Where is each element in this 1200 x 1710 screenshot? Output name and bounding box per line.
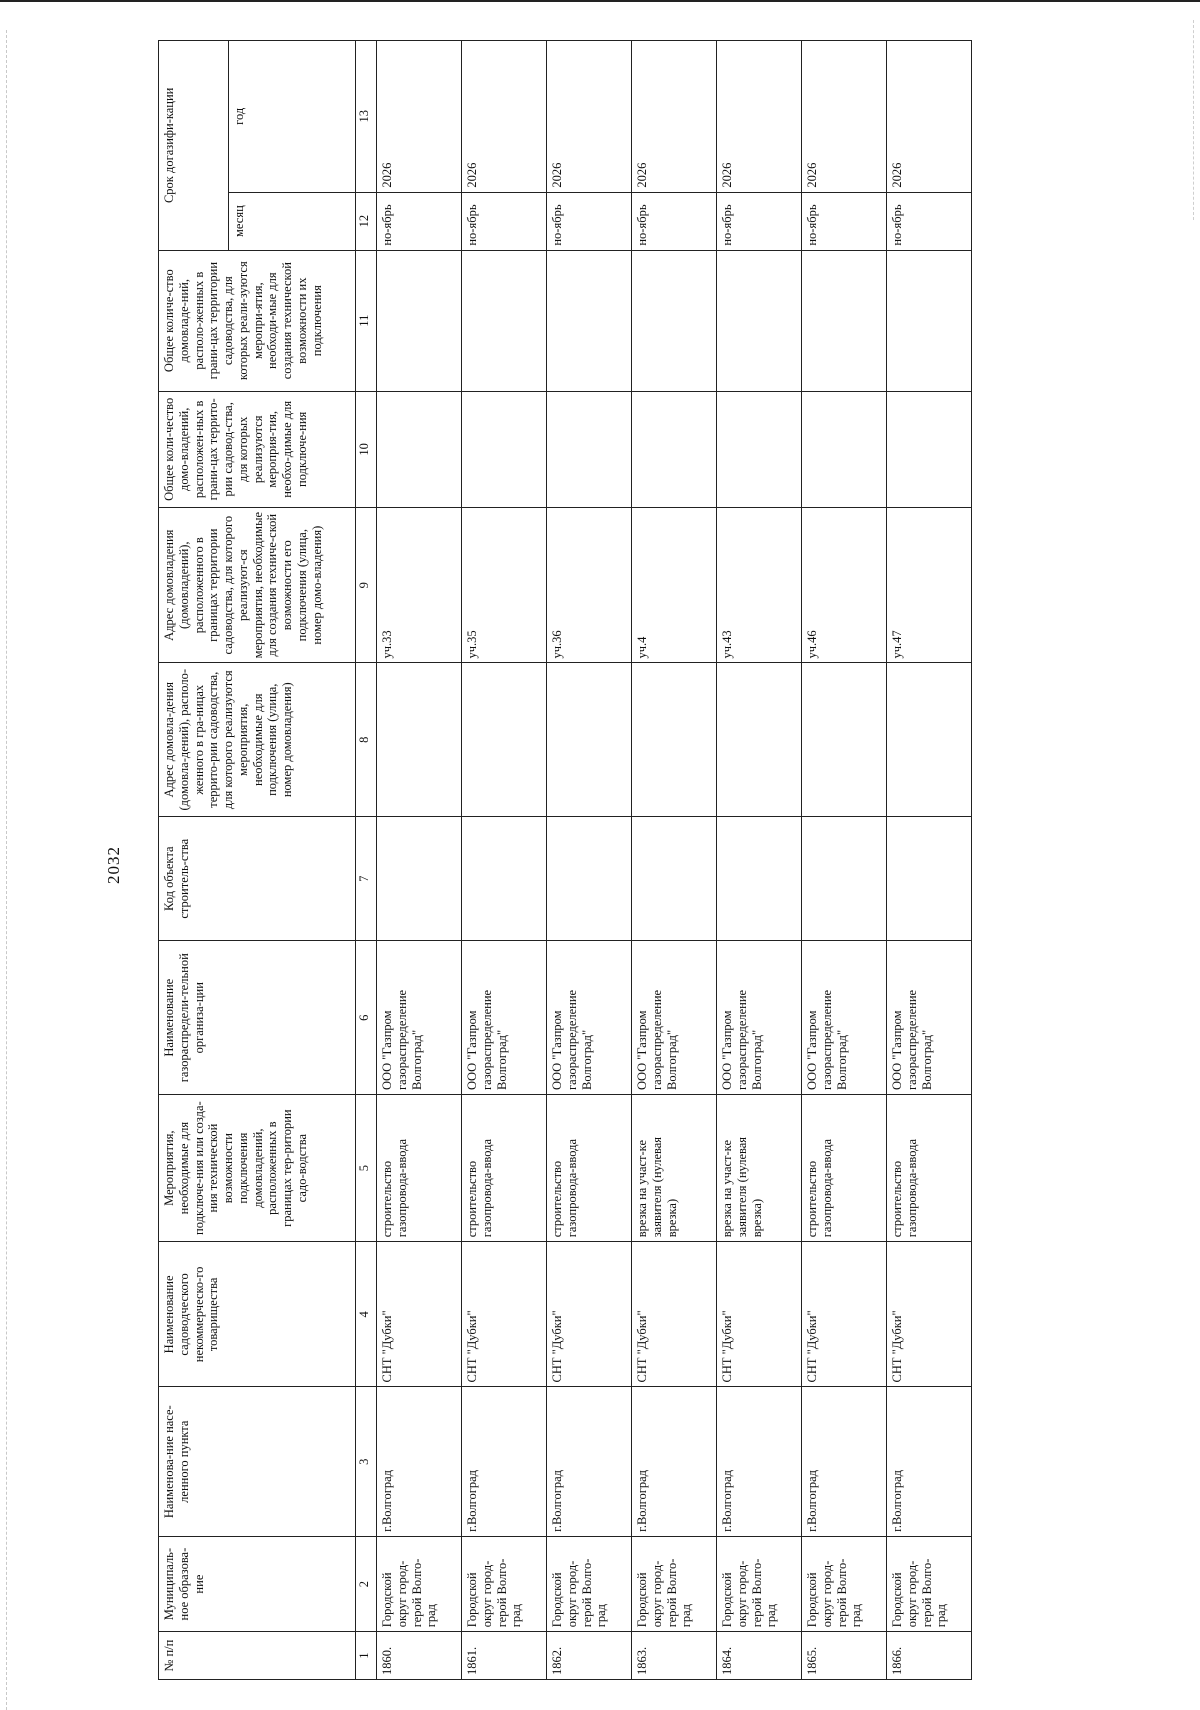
year-cell: 2026 <box>632 41 717 193</box>
code-cell <box>717 817 802 941</box>
header-num: № п/п <box>159 1632 356 1680</box>
measure-cell: врезка на участ-ке заявителя (нулевая врезка) <box>717 1094 802 1241</box>
settlement-cell: г.Волгоград <box>717 1387 802 1536</box>
gro-cell: ООО "Газпром газораспределение Волгоград" <box>802 941 887 1095</box>
header-address-capability: Адрес домовладения (домовладений), расположенного в границах территории садоводства, для которого реализуют-ся мероприятия, необходимые для создания техниче-ской возможности его подключения (улица, номер домо-владения) <box>159 507 356 663</box>
header-snt: Наименование садоводческого некоммерческо-го товарищества <box>159 1242 356 1387</box>
month-cell: но-ябрь <box>887 192 972 250</box>
count-connection-cell <box>802 391 887 507</box>
code-cell <box>632 817 717 941</box>
count-capability-cell <box>547 250 632 391</box>
header-row <box>159 41 229 1680</box>
header-settlement: Наименова-ние насе-ленного пункта <box>159 1387 356 1536</box>
gro-cell: ООО "Газпром газораспределение Волгоград" <box>887 941 972 1095</box>
month-cell: но-ябрь <box>462 192 547 250</box>
settlement-cell: г.Волгоград <box>802 1387 887 1536</box>
count-capability-cell <box>632 250 717 391</box>
code-cell <box>547 817 632 941</box>
measure-cell: строительство газопровода-ввода <box>547 1094 632 1241</box>
gasification-table <box>158 40 972 1680</box>
code-cell <box>377 817 462 941</box>
municipality-cell: Городской округ город-герой Волго-град <box>632 1536 717 1631</box>
scan-edge-right <box>1193 20 1195 220</box>
settlement-cell: г.Волгоград <box>547 1387 632 1536</box>
settlement-cell: г.Волгоград <box>377 1387 462 1536</box>
column-number: 8 <box>356 663 377 817</box>
header-deadline: Срок догазифи-кации <box>159 41 229 251</box>
municipality-cell: Городской округ город-герой Волго-град <box>547 1536 632 1631</box>
header-count-capability: Общее количе-ство домовладе-ний, располо-женных в грани-цах территории садоводства, для которых реали-зуются меропри-ятия, необходи-мые для создания технической возможности их подключения <box>159 250 356 391</box>
row-number: 1865. <box>802 1632 887 1680</box>
year-cell: 2026 <box>717 41 802 193</box>
gro-cell: ООО "Газпром газораспределение Волгоград" <box>632 941 717 1095</box>
count-capability-cell <box>377 250 462 391</box>
address-capability-cell: уч.33 <box>377 507 462 663</box>
snt-cell: СНТ "Дубки" <box>547 1242 632 1387</box>
code-cell <box>802 817 887 941</box>
address-capability-cell: уч.47 <box>887 507 972 663</box>
column-number: 7 <box>356 817 377 941</box>
address-connection-cell <box>802 663 887 817</box>
row-number: 1861. <box>462 1632 547 1680</box>
year-cell: 2026 <box>887 41 972 193</box>
settlement-cell: г.Волгоград <box>462 1387 547 1536</box>
page-number: 2032 <box>104 846 123 884</box>
header-gro: Наименование газораспредели-тельной организа-ции <box>159 941 356 1095</box>
column-number: 2 <box>356 1536 377 1631</box>
header-month: месяц <box>229 192 356 250</box>
month-cell: но-ябрь <box>377 192 462 250</box>
address-capability-cell: уч.4 <box>632 507 717 663</box>
settlement-cell: г.Волгоград <box>632 1387 717 1536</box>
column-numbers-row <box>356 41 377 1680</box>
header-measures: Мероприятия, необходимые для подключе-ния или созда-ния технической возможности подключения домовладений, расположенных в границах тер-ритории садо-водства <box>159 1094 356 1241</box>
count-connection-cell <box>462 391 547 507</box>
municipality-cell: Городской округ город-герой Волго-град <box>377 1536 462 1631</box>
column-number: 13 <box>356 41 377 193</box>
address-capability-cell: уч.35 <box>462 507 547 663</box>
year-cell: 2026 <box>802 41 887 193</box>
gro-cell: ООО "Газпром газораспределение Волгоград" <box>547 941 632 1095</box>
snt-cell: СНТ "Дубки" <box>887 1242 972 1387</box>
count-capability-cell <box>462 250 547 391</box>
table-row <box>547 41 632 1680</box>
row-number: 1862. <box>547 1632 632 1680</box>
table-row <box>887 41 972 1680</box>
year-cell: 2026 <box>377 41 462 193</box>
top-border-line <box>0 0 1200 2</box>
header-year: год <box>229 41 356 193</box>
address-connection-cell <box>462 663 547 817</box>
gro-cell: ООО "Газпром газораспределение Волгоград" <box>377 941 462 1095</box>
settlement-cell: г.Волгоград <box>887 1387 972 1536</box>
column-number: 3 <box>356 1387 377 1536</box>
count-capability-cell <box>887 250 972 391</box>
month-cell: но-ябрь <box>632 192 717 250</box>
address-connection-cell <box>632 663 717 817</box>
measure-cell: строительство газопровода-ввода <box>887 1094 972 1241</box>
year-cell: 2026 <box>547 41 632 193</box>
code-cell <box>887 817 972 941</box>
measure-cell: врезка на участ-ке заявителя (нулевая врезка) <box>632 1094 717 1241</box>
header-address-connection: Адрес домовла-дения (домовла-дений), располо-женного в гра-ницах террито-рии садоводства, для которого реализуются мероприятия, необходимые для подключения (улица, номер домовладения) <box>159 663 356 817</box>
municipality-cell: Городской округ город-герой Волго-град <box>802 1536 887 1631</box>
address-connection-cell <box>887 663 972 817</box>
snt-cell: СНТ "Дубки" <box>802 1242 887 1387</box>
snt-cell: СНТ "Дубки" <box>632 1242 717 1387</box>
count-connection-cell <box>632 391 717 507</box>
measure-cell: строительство газопровода-ввода <box>802 1094 887 1241</box>
row-number: 1866. <box>887 1632 972 1680</box>
column-number: 4 <box>356 1242 377 1387</box>
table-row <box>462 41 547 1680</box>
header-municipality: Муниципаль-ное образова-ние <box>159 1536 356 1631</box>
header-count-connection: Общее коли-чество домо-владений, расположен-ных в грани-цах террито-рии садовод-ства, для которых реализуются мероприя-тия, необхо-димые для подключе-ния <box>159 391 356 507</box>
row-number: 1863. <box>632 1632 717 1680</box>
count-connection-cell <box>887 391 972 507</box>
row-number: 1864. <box>717 1632 802 1680</box>
column-number: 6 <box>356 941 377 1095</box>
snt-cell: СНТ "Дубки" <box>377 1242 462 1387</box>
row-number: 1860. <box>377 1632 462 1680</box>
count-capability-cell <box>802 250 887 391</box>
address-connection-cell <box>547 663 632 817</box>
gro-cell: ООО "Газпром газораспределение Волгоград" <box>462 941 547 1095</box>
measure-cell: строительство газопровода-ввода <box>377 1094 462 1241</box>
address-capability-cell: уч.43 <box>717 507 802 663</box>
address-capability-cell: уч.36 <box>547 507 632 663</box>
table-row <box>717 41 802 1680</box>
measure-cell: строительство газопровода-ввода <box>462 1094 547 1241</box>
address-connection-cell <box>377 663 462 817</box>
header-code: Код объекта строитель-ства <box>159 817 356 941</box>
table-row <box>632 41 717 1680</box>
snt-cell: СНТ "Дубки" <box>462 1242 547 1387</box>
gro-cell: ООО "Газпром газораспределение Волгоград" <box>717 941 802 1095</box>
table-body <box>377 41 972 1680</box>
column-number: 1 <box>356 1632 377 1680</box>
municipality-cell: Городской округ город-герой Волго-град <box>887 1536 972 1631</box>
address-capability-cell: уч.46 <box>802 507 887 663</box>
count-connection-cell <box>717 391 802 507</box>
column-number: 11 <box>356 250 377 391</box>
column-number: 5 <box>356 1094 377 1241</box>
municipality-cell: Городской округ город-герой Волго-град <box>462 1536 547 1631</box>
column-number: 10 <box>356 391 377 507</box>
snt-cell: СНТ "Дубки" <box>717 1242 802 1387</box>
month-cell: но-ябрь <box>802 192 887 250</box>
month-cell: но-ябрь <box>547 192 632 250</box>
column-number: 12 <box>356 192 377 250</box>
address-connection-cell <box>717 663 802 817</box>
count-connection-cell <box>547 391 632 507</box>
column-number: 9 <box>356 507 377 663</box>
count-connection-cell <box>377 391 462 507</box>
count-capability-cell <box>717 250 802 391</box>
code-cell <box>462 817 547 941</box>
month-cell: но-ябрь <box>717 192 802 250</box>
municipality-cell: Городской округ город-герой Волго-град <box>717 1536 802 1631</box>
year-cell: 2026 <box>462 41 547 193</box>
table-row <box>377 41 462 1680</box>
scan-edge-left <box>6 30 8 1710</box>
table-row <box>802 41 887 1680</box>
rotated-table-container <box>158 40 1168 1680</box>
